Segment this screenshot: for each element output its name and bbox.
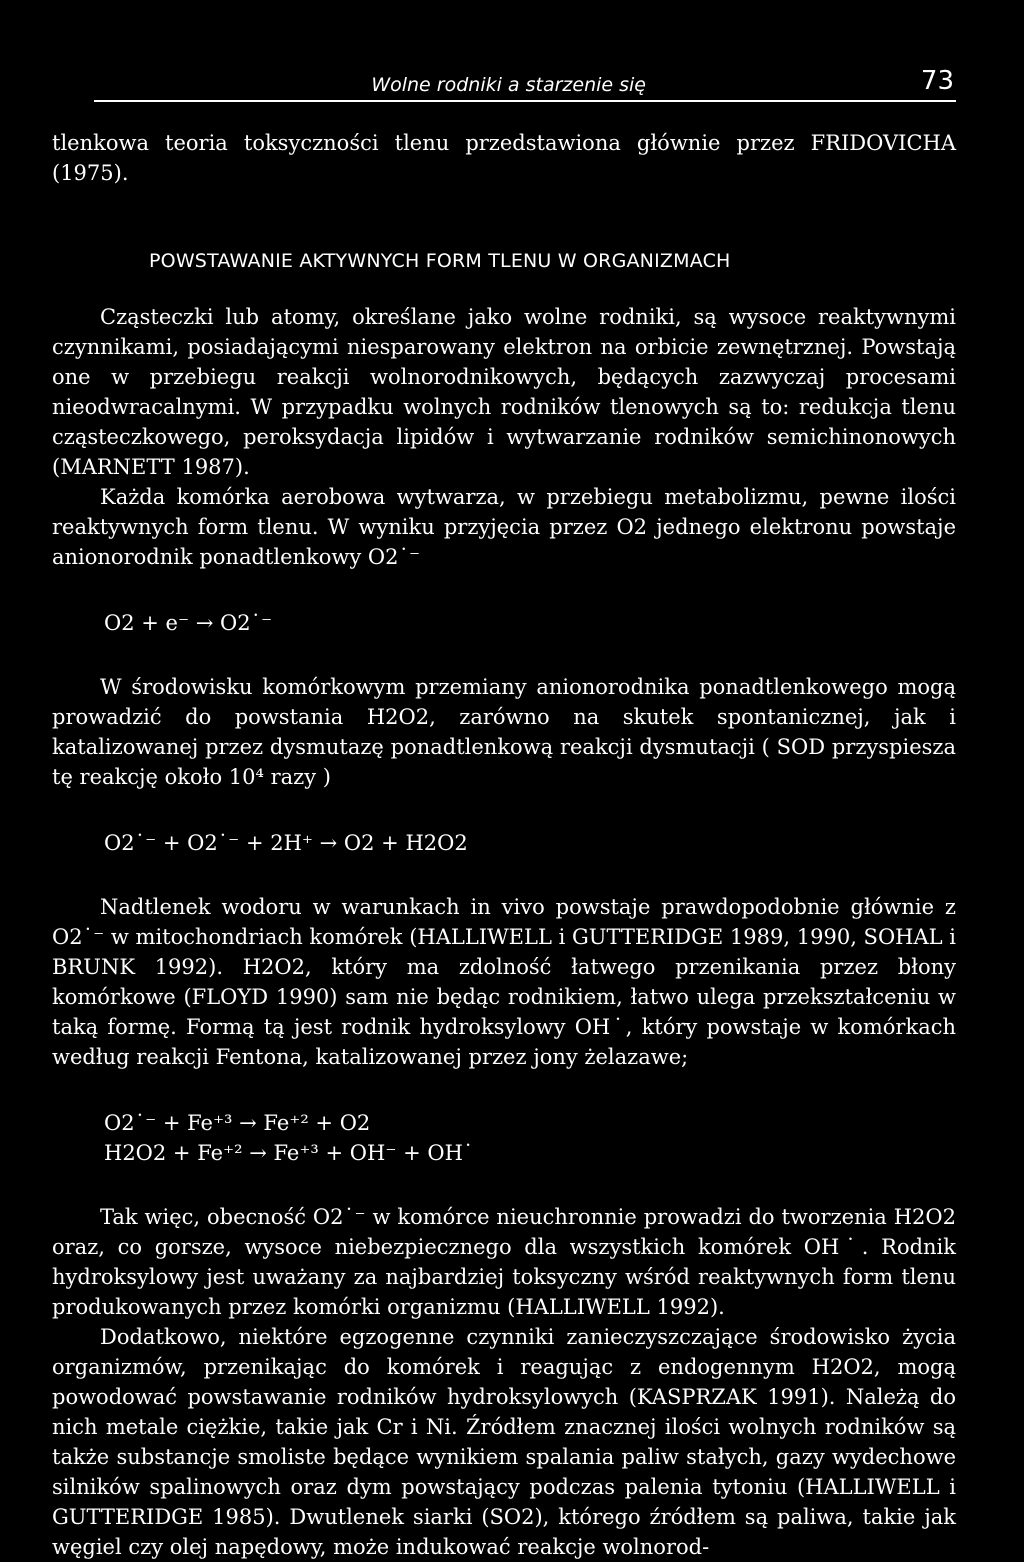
paragraph-consequences: Tak więc, obecność O2˙⁻ w komórce nieuchronnie prowadzi do tworzenia H2O2 oraz, co gorsze, wysoce niebezpiecznego dla wszystkich komórek OH˙. Rodnik hydroksylowy jest uważany za najbardziej toksyczny wśród reaktywnych form tlenu produkowanych przez komórki organizmu (HALLIWELL 1992).: [52, 1205, 956, 1319]
page-body: [52, 128, 956, 1562]
formula-superoxide: O2 + e⁻ → O2˙⁻: [104, 611, 273, 635]
paragraph-free-radicals: Cząsteczki lub atomy, określane jako wolne rodniki, są wysoce reaktywnymi czynnikami, posiadającymi niesparowany elektron na orbicie zewnętrznej. Powstają one w przebiegu reakcji wolnorodnikowych, będących zazwyczaj procesami nieodwracalnymi. W przypadku wolnych rodników tlenowych są to: redukcja tlenu cząsteczkowego, peroksydacja lipidów i wytwarzanie rodników semichinonowych (MARNETT 1987).: [52, 305, 956, 479]
paragraph-aerobic-cell: Każda komórka aerobowa wytwarza, w przebiegu metabolizmu, pewne ilości reaktywnych form tlenu. W wyniku przyjęcia przez O2 jednego elektronu powstaje anionorodnik ponadtlenkowy O2˙⁻: [52, 485, 956, 569]
section-heading: POWSTAWANIE AKTYWNYCH FORM TLENU W ORGANIZMACH: [149, 250, 731, 272]
paragraph-hydrogen-peroxide: Nadtlenek wodoru w warunkach in vivo powstaje prawdopodobnie głównie z O2˙⁻ w mitochondriach komórek (HALLIWELL i GUTTERIDGE 1989, 1990, SOHAL i BRUNK 1992). H2O2, który ma zdolność łatwego przenikania przez błony komórkowe (FLOYD 1990) sam nie będąc rodnikiem, łatwo ulega przekształceniu w taką formę. Formą tą jest rodnik hydroksylowy OH˙, który powstaje w komórkach według reakcji Fentona, katalizowanej przez jony żelazawe;: [52, 895, 956, 1069]
page-number: 73: [920, 66, 954, 96]
paragraph-intro: tlenkowa teoria toksyczności tlenu przedstawiona głównie przez FRIDOVICHA (1975).: [52, 131, 956, 185]
formula-dismutation: O2˙⁻ + O2˙⁻ + 2H⁺ → O2 + H2O2: [104, 831, 468, 855]
paragraph-dismutation: W środowisku komórkowym przemiany anionorodnika ponadtlenkowego mogą prowadzić do powstania H2O2, zarówno na skutek spontanicznej, jak i katalizowanej przez dysmutazę ponadtlenkową reakcji dysmutacji ( SOD przyspiesza tę reakcję około 10⁴ razy ): [52, 675, 956, 789]
page-header: [94, 62, 956, 102]
running-title: Wolne rodniki a starzenie się: [371, 74, 646, 96]
formula-fenton-1: O2˙⁻ + Fe⁺³ → Fe⁺² + O2: [104, 1111, 371, 1135]
paragraph-exogenous-factors: Dodatkowo, niektóre egzogenne czynniki zanieczyszczające środowisko życia organizmów, przenikając do komórek i reagując z endogennym H2O2, mogą powodować powstawanie rodników hydroksylowych (KASPRZAK 1991). Należą do nich metale ciężkie, takie jak Cr i Ni. Źródłem znacznej ilości wolnych rodników są także substancje smoliste będące wynikiem spalania paliw stałych, gazy wydechowe silników spalinowych oraz dym powstający podczas palenia tytoniu (HALLIWELL i GUTTERIDGE 1985). Dwutlenek siarki (SO2), którego źródłem są paliwa, takie jak węgiel czy olej napędowy, może indukować reakcje wolnorod-: [52, 1325, 956, 1559]
formula-fenton-2: H2O2 + Fe⁺² → Fe⁺³ + OH⁻ + OH˙: [104, 1141, 474, 1165]
